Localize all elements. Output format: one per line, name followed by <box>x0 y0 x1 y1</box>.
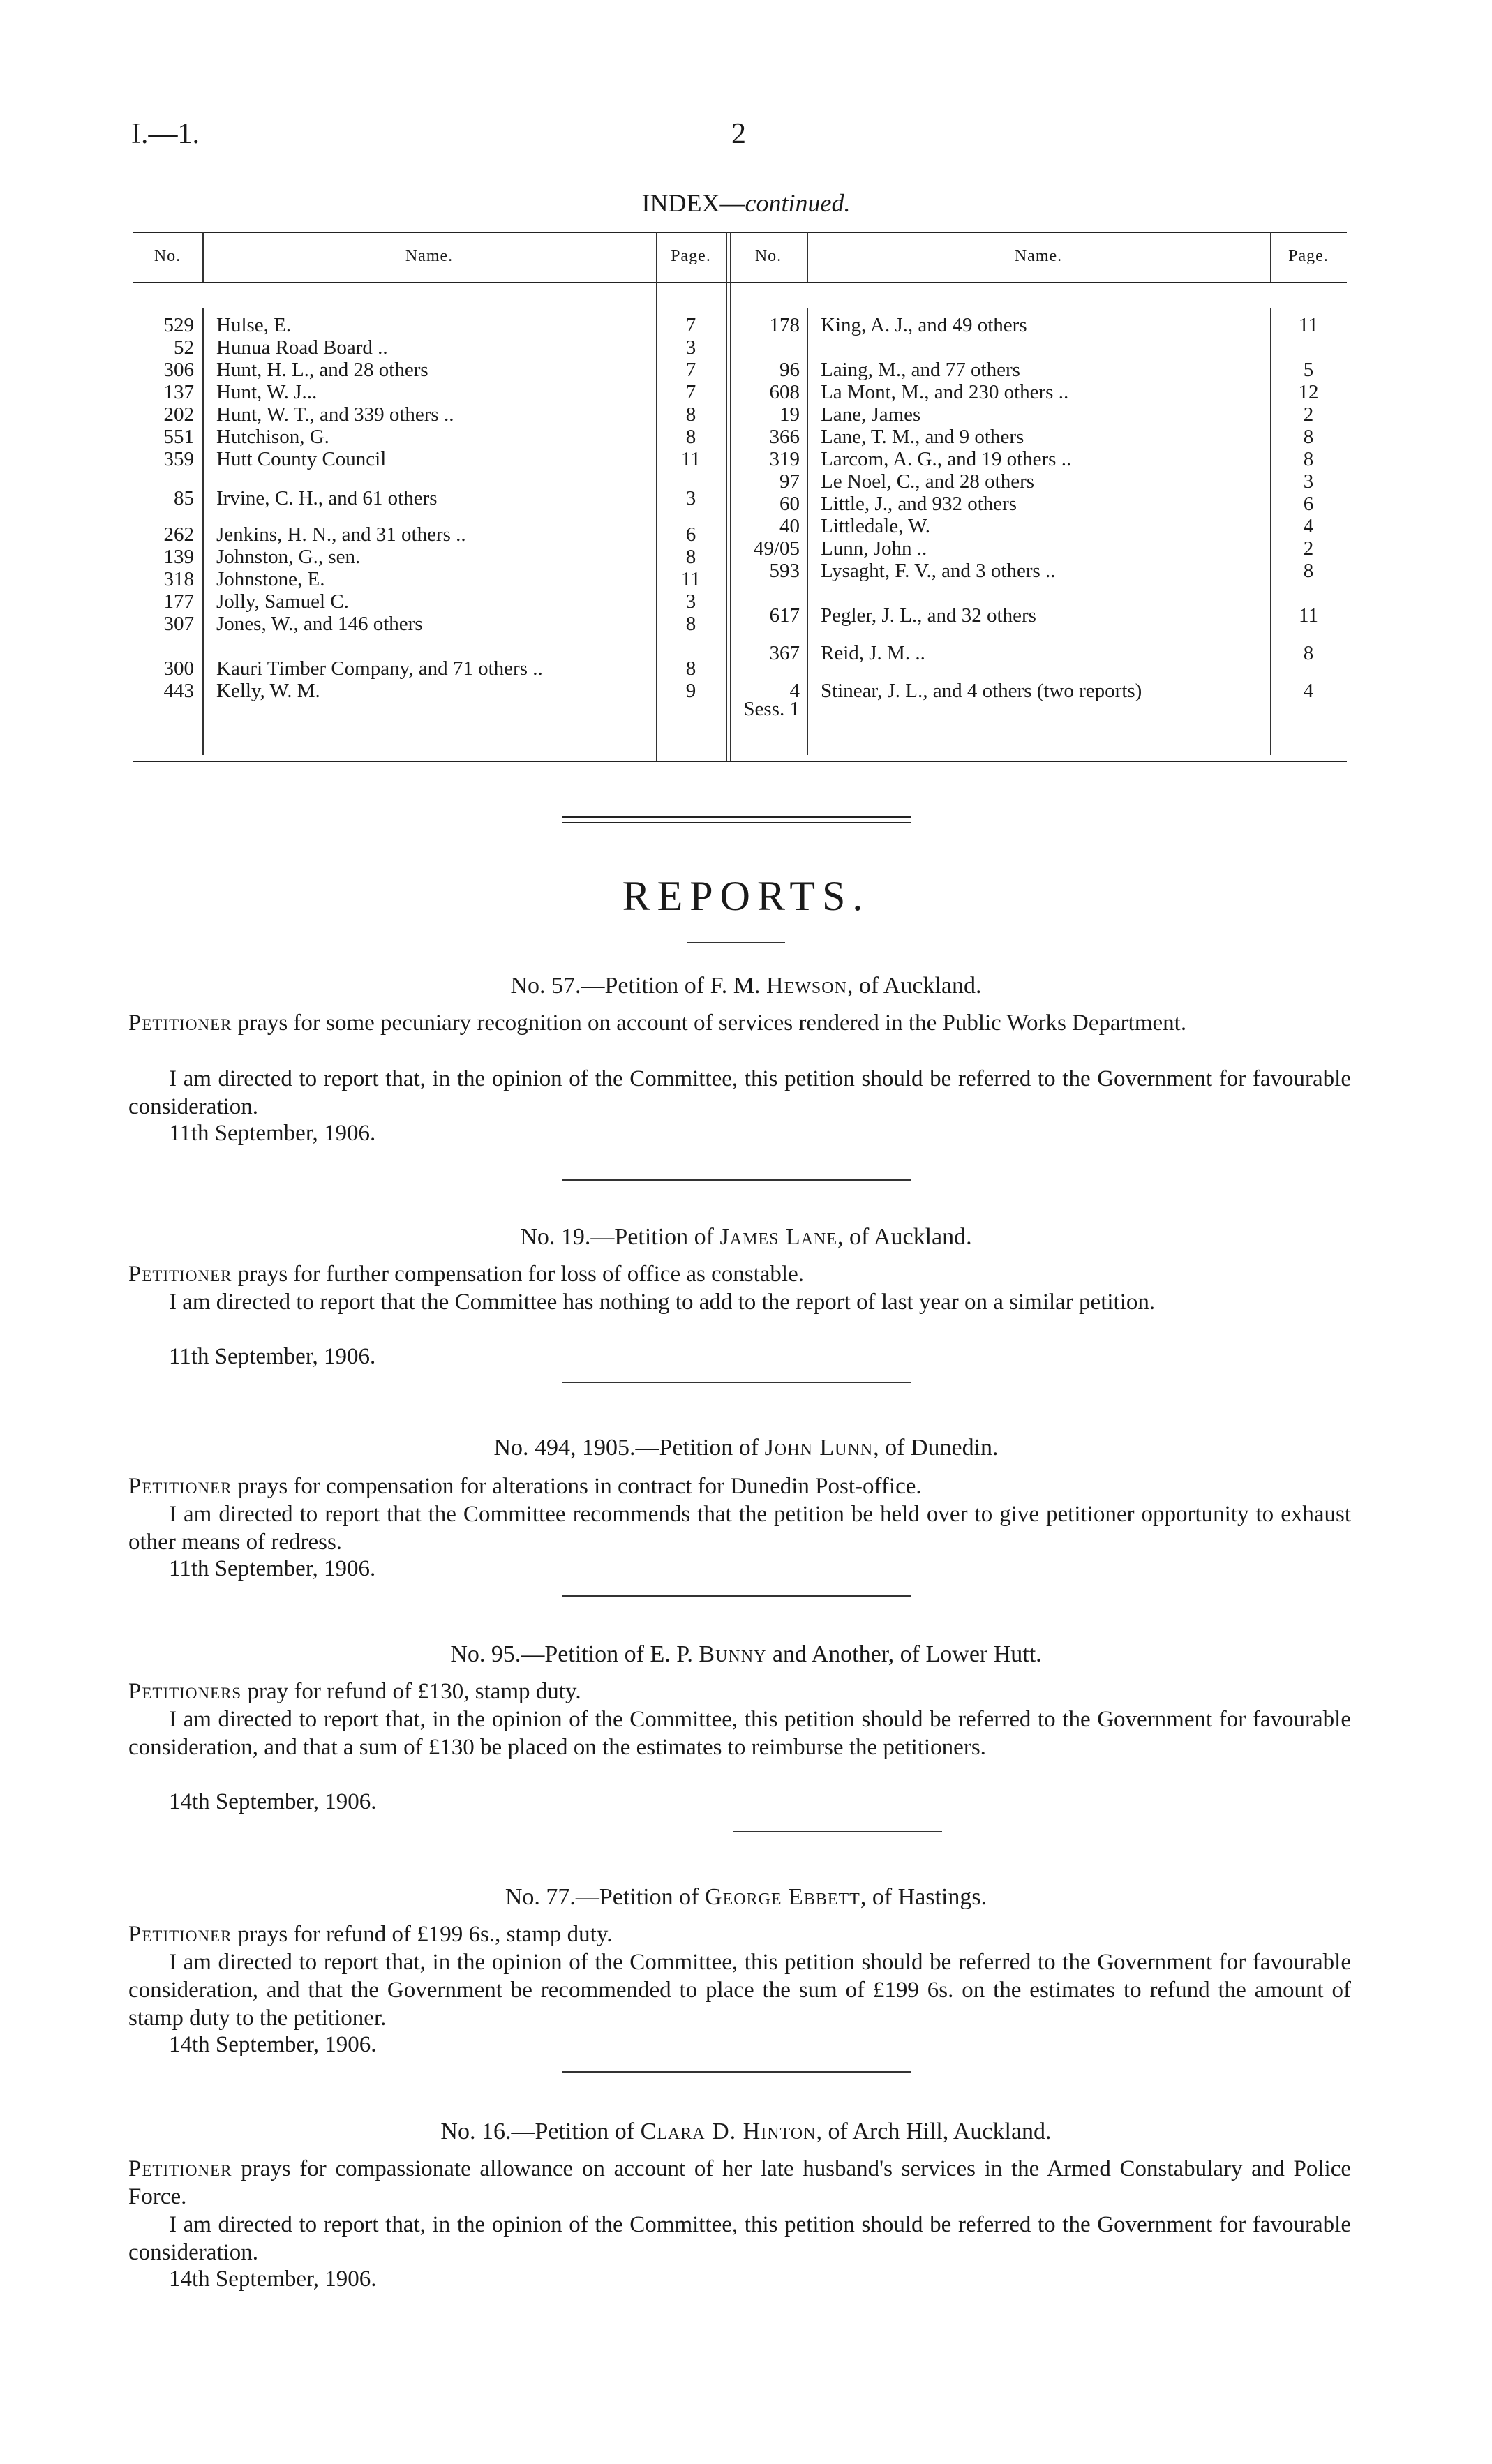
column-divider <box>807 308 808 755</box>
heading-text: and Another, of Lower Hutt. <box>766 1641 1042 1667</box>
index-entry-page: 11 <box>1299 314 1318 336</box>
index-entry-name-text: Jones, W., and 146 others <box>216 613 423 635</box>
report-date: 11th September, 1906. <box>169 1121 376 1146</box>
petitioner-name: Hewson <box>766 973 847 999</box>
index-entry-page: 11 <box>681 568 701 590</box>
index-entry-name-text: Hunt, W. J... <box>216 381 318 403</box>
petitioner-name: Clara D. Hinton <box>640 2119 816 2144</box>
index-entry-number: 443 <box>163 680 194 702</box>
index-entry-name-text: Johnston, G., sen. <box>216 546 361 568</box>
index-entry-page: 12 <box>1298 381 1319 403</box>
heading-text: , of Auckland. <box>846 973 982 999</box>
index-entry-name-text: La Mont, M., and 230 others .. <box>821 381 1069 403</box>
col-header-page: Page. <box>1288 247 1329 265</box>
index-entry-name-text: Pegler, J. L., and 32 others <box>821 604 1036 627</box>
col-header-page: Page. <box>671 247 711 265</box>
index-entry-name <box>821 537 1260 560</box>
index-entry-page: 8 <box>1303 642 1314 664</box>
col-header-no: No. <box>154 247 181 265</box>
title-underline <box>687 942 785 943</box>
index-entry-name <box>216 448 642 471</box>
index-entry-page: 7 <box>685 359 696 381</box>
index-entry-name <box>216 568 642 591</box>
index-entry-name <box>821 314 1260 337</box>
index-entry-name <box>216 613 642 636</box>
index-entry-name <box>821 359 1260 382</box>
index-entry-name <box>821 426 1260 449</box>
report-date: 14th September, 1906. <box>169 2267 377 2292</box>
index-entry-page: 8 <box>685 403 696 426</box>
report-heading <box>0 1884 1492 1911</box>
report-text: I am directed to report that, in the opinion of the Committee, this petition should be referred to the Government for favourable consideration. <box>128 2212 1351 2265</box>
index-entry-page: 3 <box>685 590 696 613</box>
index-entry-name-text: Lunn, John .. <box>821 537 927 560</box>
index-entry-name-text: Hunt, H. L., and 28 others <box>216 359 428 381</box>
index-entry-name <box>216 546 642 569</box>
index-entry-name-text: Stinear, J. L., and 4 others (two reports) <box>821 680 1142 702</box>
index-entry-number: 319 <box>769 448 800 470</box>
index-entry-number: 178 <box>769 314 800 336</box>
petitioner-name: James Lane <box>719 1224 838 1250</box>
index-entry-name <box>821 493 1260 516</box>
reports-title: REPORTS. <box>622 873 870 919</box>
petitioner-name: John Lunn <box>764 1435 874 1461</box>
index-entry-name <box>216 680 642 703</box>
table-bottom-rule <box>133 761 1347 762</box>
report-date: 11th September, 1906. <box>169 1344 376 1369</box>
heading-text: No. 494, 1905.—Petition of <box>493 1435 765 1461</box>
index-entry-name-text: Hutt County Council <box>216 448 387 470</box>
heading-text: No. 57.—Petition of F. M. <box>510 973 767 999</box>
index-entry-page: 8 <box>685 657 696 680</box>
index-entry-page: 4 <box>1303 515 1314 537</box>
index-entry-page: 6 <box>1303 493 1314 515</box>
index-entry-page: 8 <box>685 546 696 568</box>
index-entry-page: 3 <box>685 487 696 509</box>
index-entry-page: 11 <box>1299 604 1318 627</box>
index-entry-number: 40 <box>779 515 800 537</box>
index-title <box>0 188 1492 218</box>
index-entry-page: 4 <box>1303 680 1314 702</box>
index-entry-number: 366 <box>769 426 800 448</box>
index-entry-number: 85 <box>174 487 194 509</box>
prayer-text: pray for refund of £130, stamp duty. <box>241 1679 581 1704</box>
heading-text: No. 77.—Petition of <box>505 1884 706 1910</box>
index-entry-number: 177 <box>163 590 194 613</box>
index-entry-page: 8 <box>1303 560 1314 582</box>
heading-text: No. 95.—Petition of E. P. <box>450 1641 699 1667</box>
report-prayer <box>128 1472 1351 1500</box>
prayer-lead: Petitioner <box>128 1922 232 1947</box>
prayer-text: prays for compassionate allowance on account of her late husband's services in the Armed Constabulary and Police Force. <box>128 2156 1351 2209</box>
index-entry-name-text: Lane, James <box>821 403 921 426</box>
report-text: I am directed to report that, in the opinion of the Committee, this petition should be referred to the Government for favourable consideration, and that the Government be recommended to place the sum of £199 6s. on the estimates to refund the amount of stamp duty to the petitioner. <box>128 1950 1351 2031</box>
index-entry-name-text: Hutchison, G. <box>216 426 329 448</box>
index-entry-name <box>216 336 642 359</box>
heading-text: No. 16.—Petition of <box>440 2119 641 2144</box>
index-entry-name-text: Kauri Timber Company, and 71 others .. <box>216 657 543 680</box>
report-separator <box>733 1831 942 1832</box>
prayer-lead: Petitioners <box>128 1679 242 1704</box>
index-entry-name <box>821 470 1260 493</box>
petitioner-name: Bunny <box>699 1641 767 1667</box>
prayer-lead: Petitioner <box>128 1010 232 1036</box>
prayer-text: prays for refund of £199 6s., stamp duty. <box>232 1922 613 1947</box>
index-entry-number: 139 <box>163 546 194 568</box>
col-header-name: Name. <box>1014 247 1063 265</box>
prayer-lead: Petitioner <box>128 1474 232 1499</box>
index-entry-number: 529 <box>163 314 194 336</box>
prayer-lead: Petitioner <box>128 2156 232 2181</box>
heading-text: , of Dunedin. <box>873 1435 999 1461</box>
report-prayer <box>128 1260 1351 1288</box>
index-entry-name <box>821 381 1260 404</box>
index-entry-page: 9 <box>685 680 696 702</box>
index-entry-number: 137 <box>163 381 194 403</box>
index-entry-session: Sess. 1 <box>743 698 800 720</box>
report-text: I am directed to report that, in the opinion of the Committee, this petition should be referred to the Government for favourable consideration, and that a sum of £130 be placed on the estimates to reimburse the petitioners. <box>128 1707 1351 1760</box>
index-entry-name <box>821 448 1260 471</box>
index-entry-number: 96 <box>779 359 800 381</box>
index-entry-number: 19 <box>779 403 800 426</box>
index-entry-page: 7 <box>685 381 696 403</box>
report-prayer <box>128 2155 1351 2211</box>
index-entry-name-text: Johnstone, E. <box>216 568 325 590</box>
table-top-rule <box>133 232 1347 233</box>
index-entry-number: 60 <box>779 493 800 515</box>
index-entry-name-text: Reid, J. M. .. <box>821 642 925 664</box>
index-entry-name-text: Littledale, W. <box>821 515 931 537</box>
index-entry-number: 617 <box>769 604 800 627</box>
index-entry-name-text: Jolly, Samuel C. <box>216 590 349 613</box>
index-entry-page: 8 <box>1303 448 1314 470</box>
index-entry-number: 593 <box>769 560 800 582</box>
index-entry-page: 8 <box>1303 426 1314 448</box>
index-entry-name-text: Jenkins, H. N., and 31 others .. <box>216 523 466 546</box>
index-entry-number: 97 <box>779 470 800 493</box>
index-entry-name <box>216 426 642 449</box>
table-header-rule <box>133 282 1347 283</box>
report-heading <box>0 1641 1492 1668</box>
index-entry-page: 7 <box>685 314 696 336</box>
index-entry-name-text: Hunua Road Board .. <box>216 336 388 359</box>
index-entry-number: 608 <box>769 381 800 403</box>
index-entry-number: 262 <box>163 523 194 546</box>
index-entry-name-text: Kelly, W. M. <box>216 680 320 702</box>
index-title-main: INDEX— <box>641 189 745 217</box>
document-code: I.—1. <box>131 118 200 150</box>
index-entry-page: 11 <box>681 448 701 470</box>
index-entry-page: 8 <box>685 613 696 635</box>
column-divider <box>726 232 727 761</box>
index-entry-name <box>821 403 1260 426</box>
index-entry-name <box>216 381 642 404</box>
report-heading <box>0 1224 1492 1250</box>
index-entry-name <box>216 359 642 382</box>
index-entry-page: 8 <box>685 426 696 448</box>
index-entry-name <box>821 560 1260 583</box>
index-entry-page: 2 <box>1303 537 1314 560</box>
index-entry-number: 359 <box>163 448 194 470</box>
petitioner-name: George Ebbett <box>705 1884 860 1910</box>
index-entry-name-text: Lane, T. M., and 9 others <box>821 426 1024 448</box>
index-entry-name-text: Irvine, C. H., and 61 others <box>216 487 438 509</box>
page-number: 2 <box>731 118 746 150</box>
col-header-name: Name. <box>405 247 454 265</box>
index-entry-name-text: Larcom, A. G., and 19 others .. <box>821 448 1072 470</box>
index-entry-name <box>821 680 1260 703</box>
heading-text: , of Auckland. <box>837 1224 972 1250</box>
index-title-suffix: continued. <box>745 189 851 217</box>
report-date: 14th September, 1906. <box>169 2032 377 2057</box>
report-heading <box>0 973 1492 999</box>
index-entry-name <box>216 314 642 337</box>
index-entry-page: 2 <box>1303 403 1314 426</box>
heading-text: No. 19.—Petition of <box>520 1224 720 1250</box>
report-separator <box>562 1382 911 1383</box>
index-entry-name <box>821 642 1260 665</box>
index-entry-name-text: King, A. J., and 49 others <box>821 314 1027 336</box>
report-prayer <box>128 1678 1351 1705</box>
prayer-text: prays for further compensation for loss of office as constable. <box>232 1262 804 1287</box>
prayer-text: prays for some pecuniary recognition on account of services rendered in the Public Works Department. <box>232 1010 1187 1036</box>
index-entry-number: 307 <box>163 613 194 635</box>
index-entry-number: 52 <box>174 336 194 359</box>
prayer-lead: Petitioner <box>128 1262 232 1287</box>
index-entry-name-text: Lysaght, F. V., and 3 others .. <box>821 560 1056 582</box>
prayer-text: prays for compensation for alterations in contract for Dunedin Post-office. <box>232 1474 922 1499</box>
report-text: I am directed to report that, in the opinion of the Committee, this petition should be referred to the Government for favourable consideration. <box>128 1066 1351 1119</box>
index-entry-name <box>216 523 642 546</box>
index-entry-number: 551 <box>163 426 194 448</box>
heading-text: , of Hastings. <box>860 1884 987 1910</box>
report-prayer <box>128 1009 1351 1037</box>
index-entry-number: 318 <box>163 568 194 590</box>
report-separator <box>562 1179 911 1181</box>
index-entry-name <box>216 487 642 510</box>
index-entry-number: 202 <box>163 403 194 426</box>
report-date: 14th September, 1906. <box>169 1789 377 1814</box>
index-entry-number: 4 <box>789 680 800 702</box>
col-header-no: No. <box>754 247 782 265</box>
report-separator <box>562 2071 911 2073</box>
report-heading <box>0 1435 1492 1461</box>
index-entry-name-text: Laing, M., and 77 others <box>821 359 1020 381</box>
report-heading <box>0 2119 1492 2145</box>
index-entry-name-text: Hunt, W. T., and 339 others .. <box>216 403 454 426</box>
index-entry-name-text: Le Noel, C., and 28 others <box>821 470 1035 493</box>
heading-text: , of Arch Hill, Auckland. <box>816 2119 1052 2144</box>
column-divider <box>202 308 204 755</box>
double-rule <box>562 816 911 823</box>
index-entry-number: 49/05 <box>753 537 800 560</box>
index-table <box>133 232 1347 763</box>
index-entry-number: 306 <box>163 359 194 381</box>
index-entry-name <box>216 403 642 426</box>
index-entry-page: 3 <box>1303 470 1314 493</box>
report-text: I am directed to report that the Committee has nothing to add to the report of last year on a similar petition. <box>169 1290 1156 1315</box>
index-entry-page: 6 <box>685 523 696 546</box>
report-prayer <box>128 1920 1351 1948</box>
index-entry-name-text: Hulse, E. <box>216 314 292 336</box>
index-entry-page: 3 <box>685 336 696 359</box>
index-entry-name <box>821 515 1260 538</box>
index-entry-name <box>216 590 642 613</box>
index-entry-number: 367 <box>769 642 800 664</box>
report-text: I am directed to report that the Committee recommends that the petition be held over to give petitioner opportunity to exhaust other means of redress. <box>128 1502 1351 1555</box>
index-entry-page: 5 <box>1303 359 1314 381</box>
index-entry-name <box>216 657 642 680</box>
index-entry-name-text: Little, J., and 932 others <box>821 493 1017 515</box>
index-entry-name <box>821 604 1260 627</box>
report-date: 11th September, 1906. <box>169 1556 376 1581</box>
report-separator <box>562 1595 911 1597</box>
index-entry-number: 300 <box>163 657 194 680</box>
